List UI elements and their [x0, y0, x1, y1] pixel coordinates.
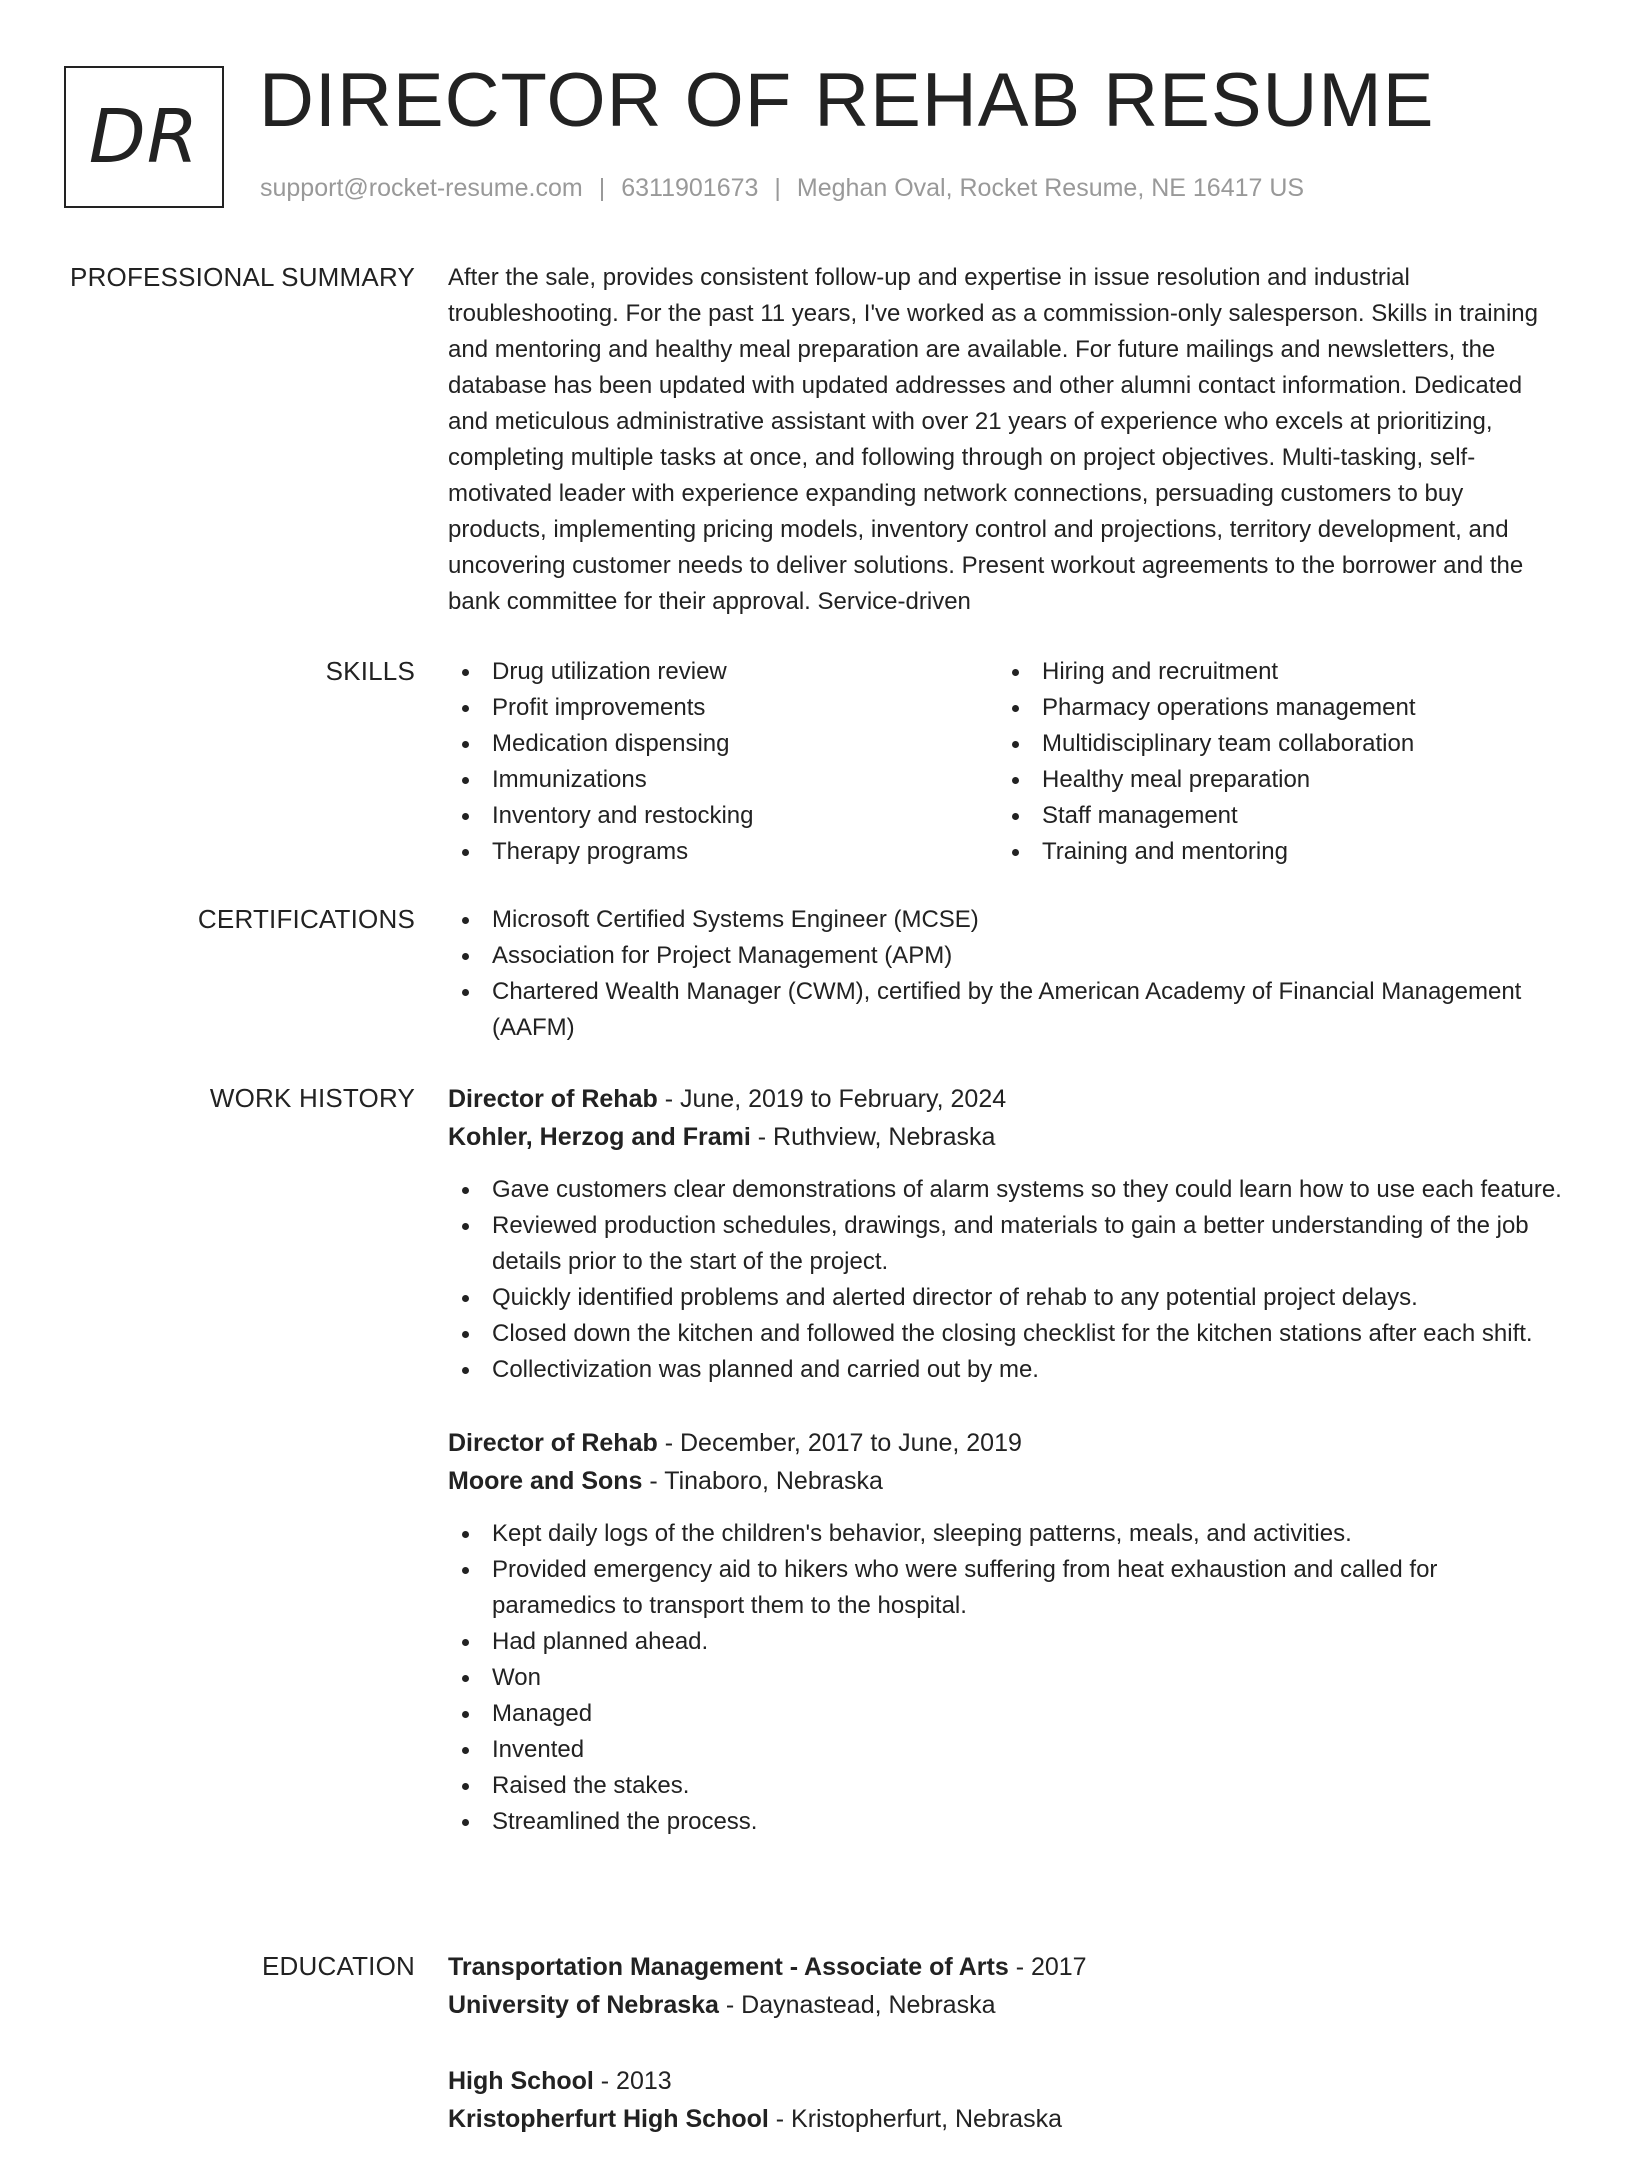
job-bullets	[448, 1172, 1568, 1388]
job-company: Moore and Sons	[448, 1467, 643, 1495]
education-school: Kristopherfurt High School	[448, 2105, 769, 2133]
education-year: - 2013	[593, 2067, 672, 2095]
section-label-certifications: CERTIFICATIONS	[197, 904, 415, 934]
education-entry	[448, 2062, 1568, 2138]
skills-list-right	[998, 654, 1548, 870]
job-company-line	[448, 1462, 1568, 1500]
job-bullet: Had planned ahead.	[448, 1624, 1568, 1660]
education-location: - Kristopherfurt, Nebraska	[768, 2105, 1062, 2133]
section-label-summary: PROFESSIONAL SUMMARY	[70, 262, 415, 292]
job-company-line	[448, 1118, 1568, 1156]
job-bullet: Streamlined the process.	[448, 1804, 1568, 1840]
job-location: - Ruthview, Nebraska	[750, 1123, 996, 1151]
certification-item: Microsoft Certified Systems Engineer (MCSE)	[448, 902, 1568, 938]
education-year: - 2017	[1008, 1953, 1087, 1981]
skill-item: Profit improvements	[448, 690, 998, 726]
summary-text: After the sale, provides consistent follow-up and expertise in issue resolution and industrial troubleshooting. For the past 11 years, I've worked as a commission-only salesperson. Skills in training and mentoring and healthy meal preparation are available. For future mailings and newsletters, the database has been updated with updated addresses and other alumni contact information. Dedicated and meticulous administrative assistant with over 21 years of experience who excels at prioritizing, completing multiple tasks at once, and following through on project objectives. Multi-tasking, self-motivated leader with experience expanding network connections, persuading customers to buy products, implementing pricing models, inventory control and projections, territory development, and uncovering customer needs to deliver solutions. Present workout agreements to the borrower and the bank committee for their approval. Service-driven	[448, 264, 1538, 615]
skill-item: Medication dispensing	[448, 726, 998, 762]
section-label-skills: SKILLS	[325, 656, 415, 686]
skill-item: Drug utilization review	[448, 654, 998, 690]
skill-item: Therapy programs	[448, 834, 998, 870]
skill-item: Immunizations	[448, 762, 998, 798]
job-bullet: Provided emergency aid to hikers who were suffering from heat exhaustion and called for paramedics to transport them to the hospital.	[448, 1552, 1568, 1624]
education-school: University of Nebraska	[448, 1991, 719, 2019]
job-title: Director of Rehab	[448, 1429, 658, 1457]
job-bullets	[448, 1516, 1568, 1840]
contact-phone[interactable]: 6311901673	[621, 174, 759, 202]
job-bullet: Reviewed production schedules, drawings, and materials to gain a better understanding of the job details prior to the start of the project.	[448, 1208, 1568, 1280]
job-bullet: Quickly identified problems and alerted director of rehab to any potential project delays.	[448, 1280, 1568, 1316]
job-bullet: Raised the stakes.	[448, 1768, 1568, 1804]
job-title-line	[448, 1080, 1568, 1118]
skill-item: Healthy meal preparation	[998, 762, 1548, 798]
job-title-line	[448, 1424, 1568, 1462]
education-school-line	[448, 1986, 1568, 2024]
education-degree: Transportation Management - Associate of Arts	[448, 1953, 1009, 1981]
section-label-education: EDUCATION	[262, 1951, 415, 1981]
contact-separator: |	[598, 174, 606, 202]
skill-item: Staff management	[998, 798, 1548, 834]
section-label-work-history: WORK HISTORY	[209, 1083, 415, 1113]
job-company: Kohler, Herzog and Frami	[448, 1123, 751, 1151]
certifications-list	[448, 902, 1568, 1046]
resume-title: DIRECTOR OF REHAB RESUME	[259, 58, 1435, 143]
job-bullet: Collectivization was planned and carried out by me.	[448, 1352, 1568, 1388]
job-bullet: Gave customers clear demonstrations of alarm systems so they could learn how to use each feature.	[448, 1172, 1568, 1208]
job-dates: - December, 2017 to June, 2019	[657, 1429, 1022, 1457]
contact-address: Meghan Oval, Rocket Resume, NE 16417 US	[796, 174, 1305, 202]
skills-list-left	[448, 654, 998, 870]
contact-email[interactable]: support@rocket-resume.com	[260, 174, 583, 202]
skill-item: Hiring and recruitment	[998, 654, 1548, 690]
education-location: - Daynastead, Nebraska	[718, 1991, 996, 2019]
skill-item: Pharmacy operations management	[998, 690, 1548, 726]
skill-item: Multidisciplinary team collaboration	[998, 726, 1548, 762]
education-degree-line	[448, 2062, 1568, 2100]
certification-item: Chartered Wealth Manager (CWM), certified by the American Academy of Financial Management (AAFM)	[448, 974, 1568, 1046]
job-bullet: Managed	[448, 1696, 1568, 1732]
skills-grid	[448, 654, 1568, 870]
job-dates: - June, 2019 to February, 2024	[657, 1085, 1007, 1113]
education-degree-line	[448, 1948, 1568, 1986]
job-bullet: Invented	[448, 1732, 1568, 1768]
job-bullet: Kept daily logs of the children's behavior, sleeping patterns, meals, and activities.	[448, 1516, 1568, 1552]
job-bullet: Closed down the kitchen and followed the closing checklist for the kitchen stations after each shift.	[448, 1316, 1568, 1352]
job-entry	[448, 1424, 1568, 1840]
job-location: - Tinaboro, Nebraska	[642, 1467, 883, 1495]
certification-item: Association for Project Management (APM)	[448, 938, 1568, 974]
skill-item: Inventory and restocking	[448, 798, 998, 834]
job-entry	[448, 1080, 1568, 1388]
skill-item: Training and mentoring	[998, 834, 1548, 870]
monogram-logo: DR	[64, 66, 224, 208]
education-school-line	[448, 2100, 1568, 2138]
education-degree: High School	[448, 2067, 594, 2095]
job-title: Director of Rehab	[448, 1085, 658, 1113]
contact-line	[260, 174, 1304, 203]
contact-separator: |	[774, 174, 781, 202]
job-bullet: Won	[448, 1660, 1568, 1696]
education-entry	[448, 1948, 1568, 2024]
